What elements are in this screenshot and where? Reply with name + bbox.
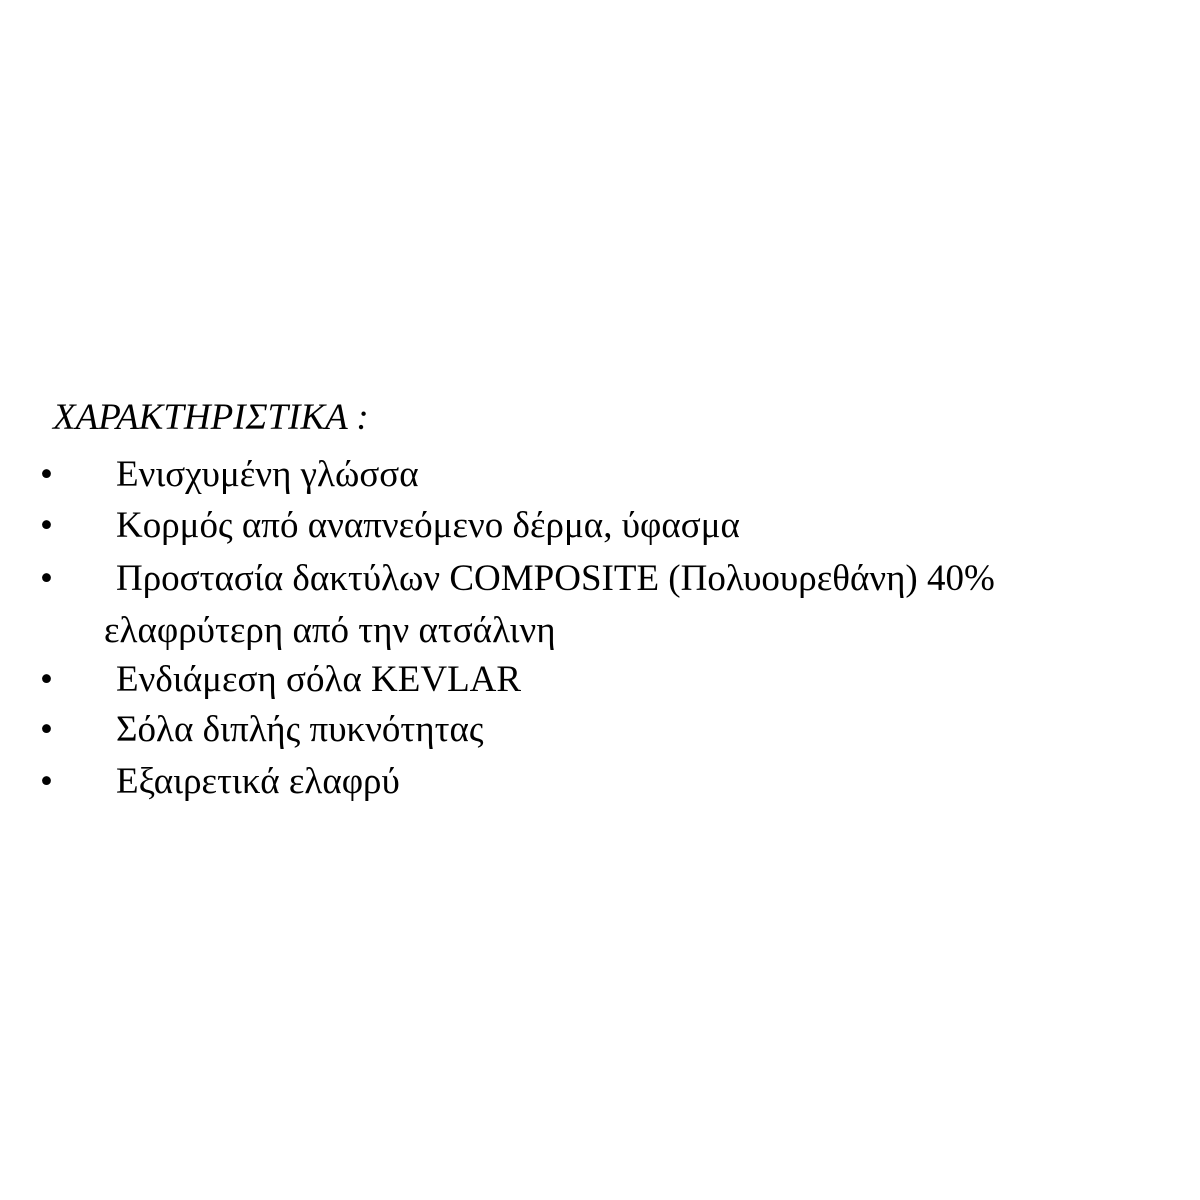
- feature-text: Προστασία δακτύλων COMPOSITE (Πολυουρεθάνη) 40%: [116, 558, 995, 599]
- feature-text-continuation: ελαφρύτερη από την ατσάλινη: [104, 610, 556, 651]
- feature-text: Ενδιάμεση σόλα KEVLAR: [116, 659, 522, 700]
- bullet-icon: •: [40, 709, 53, 750]
- feature-text: Εξαιρετικά ελαφρύ: [116, 761, 400, 802]
- bullet-icon: •: [40, 505, 53, 546]
- bullet-icon: •: [40, 659, 53, 700]
- bullet-icon: •: [40, 761, 53, 802]
- feature-text: Κορμός από αναπνεόμενο δέρμα, ύφασμα: [116, 505, 740, 546]
- feature-text: Ενισχυμένη γλώσσα: [116, 454, 419, 495]
- features-heading: ΧΑΡΑΚΤΗΡΙΣΤΙΚΑ :: [53, 397, 369, 438]
- feature-text: Σόλα διπλής πυκνότητας: [116, 709, 484, 750]
- bullet-icon: •: [40, 454, 53, 495]
- bullet-icon: •: [40, 558, 53, 599]
